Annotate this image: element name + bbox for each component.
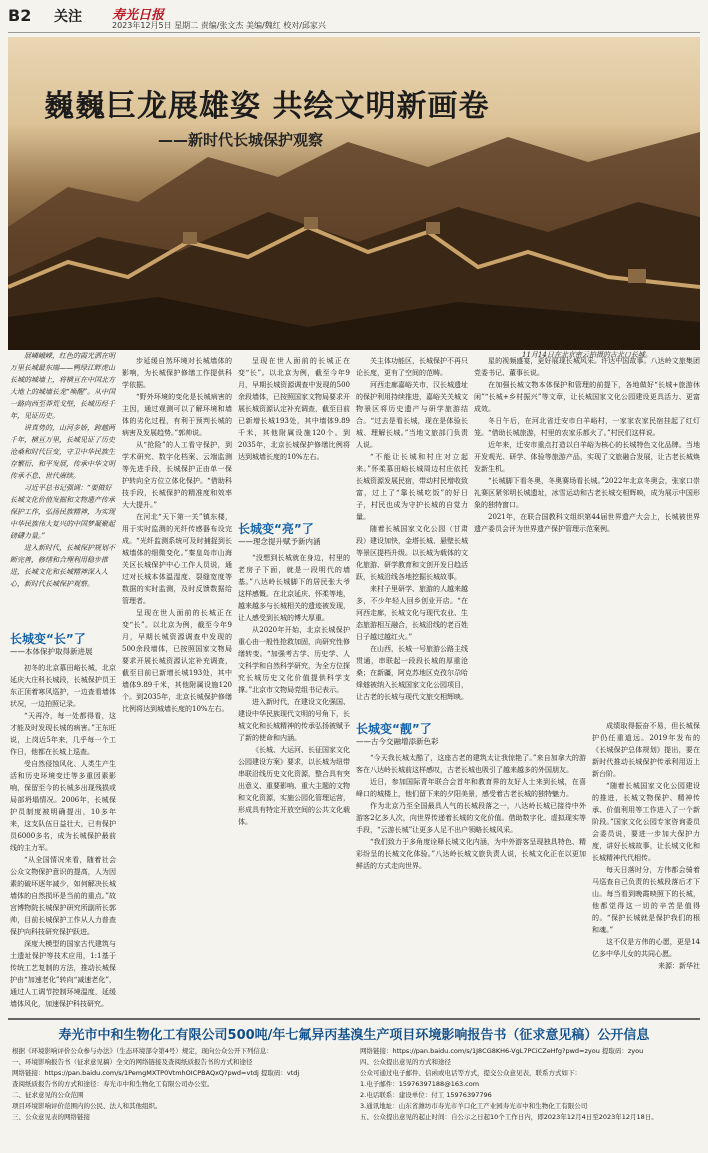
intro-column <box>10 350 116 590</box>
intro-paragraph: 展嶙峨嵘，红色的霞光洒在明万里长城最东端——鸭绿江畔虎山长城的城墙上，将横亘在中国北方大地上的城墙长龙“唤醒”。从中国一路向西至莽荒戈壁，长城历经千年，见证历史。 <box>10 352 116 420</box>
paragraph: 《长城、大运河、长征国家文化公园建设方案》要求，以长城为纽带串联沿线历史文化资源，整合具有突出意义、重要影响、重大主题的文物和文化资源，实施公园化管理运营，形成具有特定开放空间的公共文化载体。 <box>238 746 350 826</box>
notice-line: 项目环境影响评价范围内的公民、法人和其他组织。 <box>12 1102 162 1110</box>
notice-line: 2.电话联系：建设单位：付工 15976397796 <box>360 1091 492 1099</box>
section-subtitle-brighter: ——理念提升赋予新内涵 <box>238 537 321 546</box>
notice-line: 五、公众提出意见的起止时间：自公示之日起10个工作日内，即2023年12月4日至2023年12月18日。 <box>360 1113 658 1121</box>
paragraph: “野外环境的变化是长城病害的主因，通过观测可以了解环境和墙体的劣化过程，有利于预判长城的病害及发展趋势。”郭帅说。 <box>122 393 232 437</box>
paragraph: 2021年，在联合国教科文组织第44届世界遗产大会上，长城被世界遗产委员会评为世界遗产保护管理示范案例。 <box>474 513 700 533</box>
article-column-5 <box>356 752 586 1012</box>
headline: 巍巍巨龙展雄姿 共绘文明新画卷 <box>44 89 490 124</box>
paragraph: 成绩取得振奋不易，但长城保护仍任重道远。2019年发布的《长城保护总体规划》提出，要在新时代推动长城保护传承利用迈上新台阶。 <box>592 722 700 778</box>
notice-link[interactable]: 网络链接：https://pan.baidu.com/s/1J8CG8KH6-VgL7PCiCZeHfg?pwd=zyou 提取码：zyou <box>360 1047 644 1055</box>
article-column-7 <box>592 720 700 1012</box>
paragraph: “天再冷，每一处都得看，这才能及时发现长城的病害。”王东旺说，上岗近5年来，几乎每一个工作日，他都在长城上巡查。 <box>10 712 116 756</box>
paragraph: 冬日午后，在河北省迁安市白羊峪村，一家家农家民宿挂起了红灯笼。“借助长城旅游，村里的农家乐都火了。”村民们这样说。 <box>474 417 700 437</box>
article-column-2 <box>122 355 232 1010</box>
paragraph: 深度大模型的国家古代建筑与土遗址保护等技术应用，1:1基于传统工艺复制的方法，推动长城保护由“加速老化”转向“减速老化”，通过人工调节控制环境温度，延缓墙体风化，加速保护科技研究。 <box>10 940 116 1008</box>
article-column-3 <box>238 552 350 1012</box>
paragraph: 从“抢险”的人工看守保护，到学术研究、数字化档案、云端监测等先进手段，长城保护正由单一保护转向全方位立体化保护。“借助科技手段，长城保护的精准度和效率大大提升。” <box>122 441 232 509</box>
paragraph: 每天日落时分，方伟都会骑着马巡查自己负责的长城段落后才下山。每当看到晚霞映照下的长城，他都觉得这一切的辛苦是值得的。“保护长城就是保护我们的根和魂。” <box>592 866 700 934</box>
paragraph: “长城脚下看冬奥，冬奥赛场看长城。”2022年北京冬奥会，张家口崇礼赛区紧邻明长城遗址，冰雪运动和古老长城交相辉映，成为展示中国形象的独特窗口。 <box>474 477 700 509</box>
paragraph: 河西走廊嘉峪关市，汉长城遗址的保护利用持续推进，嘉峪关关城文物景区将历史遗产与研学旅游结合。“过去是看长城，现在是体验长城、理解长城。”当地文旅部门负责人说。 <box>356 381 468 449</box>
paragraph: “今天我长城太酷了，这座古老的建筑太让我惊艳了。”来自加拿大的游客在八达岭长城前这样感叹，古老长城也吸引了越来越多的外国朋友。 <box>356 754 586 774</box>
notice-line: 公众可通过电子邮件、信函或电话等方式，提交公众意见表，联系方式如下： <box>360 1069 581 1077</box>
paragraph: 随着长城国家文化公园（甘肃段）建设加快，金塔长城、悬壁长城等景区提档升级。以长城为载体的文化旅游、研学教育和文创开发日趋活跃，长城沿线各地挖掘长城故事。 <box>356 525 468 581</box>
intro-paragraph: 讲真势的，山河多娇，跨越两千年，横亘万里，长城见证了历史沧桑和时代巨变，守卫中华民族生存繁衍、和平发展，传承中华文明传承不息、世代赓续。 <box>10 424 115 480</box>
paragraph: 近日，参加国际青年联合会首年和教育界的友好人士来到长城，在喜峰口的城楼上，他们留下来的夕阳美景，感受着古老长城的独特魅力。 <box>356 778 586 798</box>
paragraph: “不能让长城和村庄对立起来。”怀柔慕田峪长城周边村庄依托长城资源发展民宿，带动村民增收致富，过上了“靠长城吃饭”的好日子，村民也成为守护长城的自觉力量。 <box>356 453 468 521</box>
intro-paragraph: 习近平总书记强调：“要做好长城文化价值发掘和文物遗产传承保护工作，弘扬民族精神，为实现中华民族伟大复兴的中国梦凝聚起磅礴力量。” <box>10 484 115 540</box>
paragraph: 来村子里研学、旅游的人越来越多，不少年轻人回乡创业开店。“在河西走廊，长城文化与现代农业、生态旅游相互融合，长城沿线的老百姓日子越过越红火。” <box>356 585 468 641</box>
notice-line: 查阅纸质报告书的方式和途径：寿光市中和生物化工有限公司办公室。 <box>12 1080 214 1088</box>
notice-line: 3.通讯地址：山东省潍坊市寿光市羊口化工产业园寿光市中和生物化工有限公司 <box>360 1102 588 1110</box>
photo-caption: 11月14日在北京密云拍摄的古北口长城。 <box>522 351 652 359</box>
issue-info: 2023年12月5日 星期二 责编/张文杰 美编/魏红 校对/邱家兴 <box>112 21 326 30</box>
section-name: 关注 <box>54 9 82 25</box>
paragraph: 作为北京乃至全国最具人气的长城段落之一，八达岭长城已接待中外游客2亿多人次，向世界传递着长城的文化价值。借助数字化、虚拟现实等手段，“云游长城”让更多人足不出户领略长城风采。 <box>356 802 586 834</box>
notice-line: 四、公众提出意见的方式和途径 <box>360 1058 451 1066</box>
paragraph: “没想到长城就在身边，村里的老房子下面，就是一段明代的墙基。”八达岭长城脚下的居民张大爷这样感慨。在北京延庆、怀柔等地，越来越多与长城相关的遗迹被发现，让人感受到长城的博大厚重。 <box>238 554 350 622</box>
paragraph: 这不仅是方伟的心愿，更是14亿多中华儿女的共同心愿。 <box>592 938 700 958</box>
notice-link[interactable]: 网络链接：https://pan.baidu.com/s/1PemgMXTP0VtmhOICPBAQxQ?pwd=vtdj 提取码：vtdj <box>12 1069 300 1077</box>
public-notice <box>8 1018 700 1148</box>
notice-line: 一、环境影响报告书（征求意见稿）全文的网络链接及查阅纸质报告书的方式和途径 <box>12 1058 253 1066</box>
newspaper-logo: 寿光日报 <box>112 8 165 23</box>
article-column-6 <box>474 355 700 715</box>
paragraph: 在山西，长城一号旅游公路主线贯通，串联起一段段长城的厚重沧桑；在新疆，阿克苏地区克孜尔尕哈烽燧被纳入长城国家文化公园项目，让古老的长城与现代文旅交相辉映。 <box>356 645 468 701</box>
page-header <box>0 0 708 34</box>
section-title-prettier: 长城变“靓”了 <box>356 722 432 736</box>
paragraph: 近年来，迁安市重点打造以白羊峪为核心的长城特色文化品牌。当地开发观光、研学、体验等旅游产品，实现了文旅融合发展，让古老长城焕发新生机。 <box>474 441 700 473</box>
notice-left-column <box>12 1046 350 1123</box>
paragraph: 呈现在世人面前的长城正在变“长”。以北京为例，截至今年9月，早期长城资源调查中发现的500余段墙体，已按照国家文物局要求开展长城资源认定补充调查，截至目前已新增长城193处，其中墙体9.89千米，其他附属设施120个。到2035年，北京长城保护修缮比例将达到城墙长度的10%左右。 <box>238 357 350 461</box>
subheadline: ——新时代长城保护观察 <box>158 131 324 149</box>
section-subtitle-prettier: ——古今交融增添新色彩 <box>356 737 439 746</box>
notice-line: 二、征求意见的公众范围 <box>12 1091 84 1099</box>
paragraph: 关主体功能区，长城保护不再只论长度，更有了空间的范畴。 <box>356 357 468 377</box>
section-title-longer: 长城变“长”了 <box>10 632 86 646</box>
paragraph: 初冬的北京慕田峪长城，北京延庆大庄科长城段，长城保护员王东正顶着寒风巡护，一边查看墙体状况，一边拍照记录。 <box>10 664 116 708</box>
paragraph: “从全国情况来看，随着社会公众文物保护意识的提高，人为因素的破坏逐年减少，如何解决长城墙体的自然损坏是当前的重点。”故宫博物院长城保护研究所副所长郭帅，目前长城保护工作从人力普查保护向科技研究保护跃进。 <box>10 856 116 936</box>
article-column-1 <box>10 662 116 1012</box>
article-column-3-top <box>238 355 350 515</box>
intro-paragraph: 进入新时代，长城保护规划不断完善，修缮和合理利用稳步推进，长城文化和长城精神深入人心，新时代长城保护观察。 <box>10 544 115 588</box>
paragraph: 步延缓自然环境对长城墙体的影响，为长城保护修缮工作提供科学依据。 <box>122 357 232 389</box>
paragraph: 星的视频盛宴，更好展现长城风采。许达中国故事。八达岭文旅集团党委书记、董事长说。 <box>474 357 700 377</box>
paragraph: 进入新时代，在建设文化强国、建设中华民族现代文明的号角下，长城文化和长城精神的传承弘扬被赋予了新的使命和内涵。 <box>238 698 350 742</box>
paragraph: 呈现在世人面前的长城正在变“长”。以北京为例，截至今年9月，早期长城资源调查中发现的500余段墙体，已按照国家文物局要求开展长城资源认定补充调查，截至目前已新增长城193处，其中墙体9.89千米，其他附属设施120个。到2035年，北京长城保护修缮比例将达到城墙长度的10%左右。 <box>122 609 232 713</box>
article-source: 来源：新华社 <box>658 962 700 970</box>
paragraph: 在河北“天下第一关”镇东楼，用于实时监测的光纤传感器布设完成。“光纤监测系统可及时捕捉到长城墙体的细微变化。”秦皇岛市山海关区长城保护中心工作人员说，通过对长城本体温湿度、裂缝宽度等数据的实时监测，及时反馈数据给管理者。 <box>122 513 232 605</box>
notice-line: 根据《环境影响评价公众参与办法》（生态环境部令第4号）规定，现向公众公开下列信息： <box>12 1047 273 1055</box>
notice-right-column <box>360 1046 696 1123</box>
notice-line: 三、公众意见表的网络链接 <box>12 1113 90 1121</box>
page-number: B2 <box>8 6 32 25</box>
paragraph: 在加强长城文物本体保护和管理的前提下，各地做好“长城+旅游休闲”“长城+乡村振兴”等文章，让长城国家文化公园建设更具活力、更富成效。 <box>474 381 700 413</box>
section-subtitle-longer: ——本体保护取得新进展 <box>10 647 93 656</box>
hero-photo <box>8 37 700 350</box>
header-rule <box>8 32 700 33</box>
section-title-brighter: 长城变“亮”了 <box>238 522 314 536</box>
notice-line: 1.电子邮件：15976397188@163.com <box>360 1080 480 1088</box>
paragraph: 从2020年开始，北京长城保护重心由一般性抢救加固，向研究性修缮转变。“加强考古学、历史学、人文科学和自然科学研究，为全方位探究长城历史文化价值提供科学支撑。”北京市文物局党组书记表示。 <box>238 626 350 694</box>
paragraph: “随着长城国家文化公园建设的推进，长城文物保护、精神传承、价值利用等工作进入了一个新阶段。”国家文化公园专家咨询委员会委员说，要进一步加大保护力度，讲好长城故事，让长城文化和长城精神代代相传。 <box>592 782 700 862</box>
paragraph: 受自然侵蚀风化、人类生产生活和历史环境变迁等多重因素影响，保留至今的长城多出现残损或局部坍塌情况。2006年，长城保护员制度被明确提出，10多年来，这支队伍日益壮大，已有保护员6000多名，成为长城保护最前线的主力军。 <box>10 760 116 852</box>
paragraph: “我们致力于多角度诠释长城文化内涵，为中外游客呈现独具特色、精彩纷呈的长城文化体验。”八达岭长城文旅负责人说，长城文化正在以更加鲜活的方式走向世界。 <box>356 838 586 870</box>
notice-title: 寿光市中和生物化工有限公司500吨/年七氟异丙基溴生产项目环境影响报告书（征求意见稿）公开信息 <box>58 1028 650 1043</box>
